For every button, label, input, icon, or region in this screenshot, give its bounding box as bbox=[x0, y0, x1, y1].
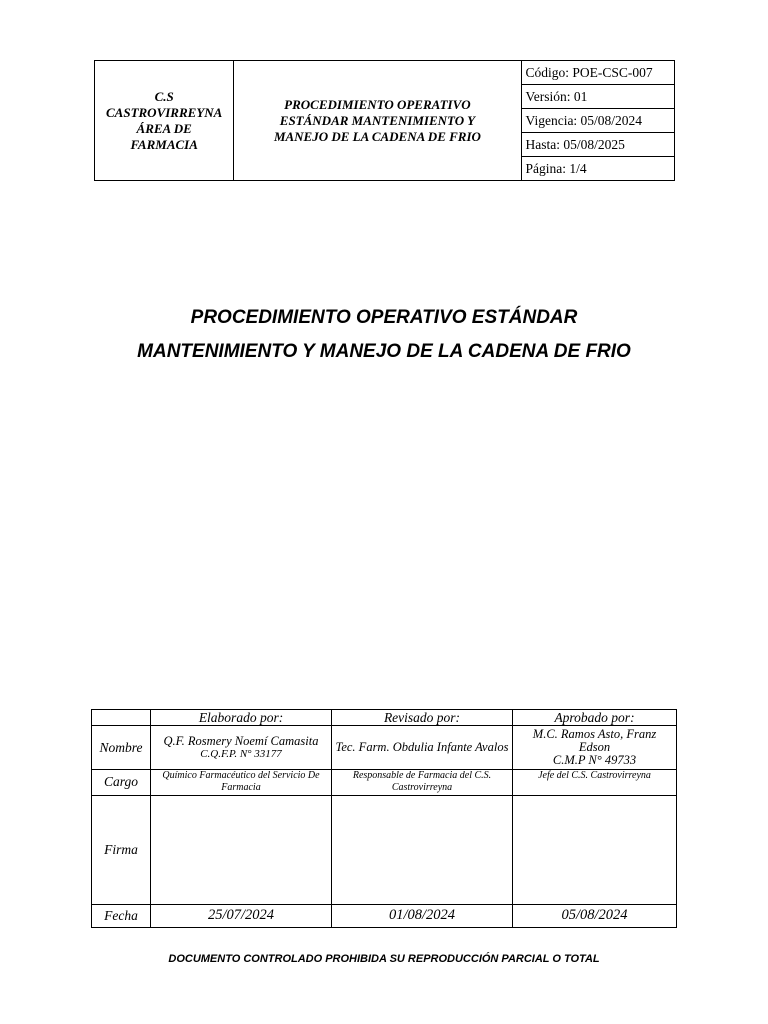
cargo-label: Cargo bbox=[92, 770, 151, 795]
aprobado-cargo-cell bbox=[513, 770, 677, 795]
org-line-3: ÁREA DE bbox=[136, 120, 192, 136]
header-elaborado: Elaborado por: bbox=[151, 710, 332, 726]
aprobado-reg: C.M.P N° 49733 bbox=[552, 753, 637, 768]
hasta-cell: Hasta: 05/08/2025 bbox=[521, 133, 674, 157]
aprobado-name-cell bbox=[513, 726, 677, 770]
aprobado-cargo: Jefe del C.S. Castrovirreyna bbox=[538, 770, 651, 782]
org-line-1: C.S bbox=[154, 88, 174, 104]
elaborado-name: Q.F. Rosmery Noemí Camasita bbox=[163, 733, 319, 748]
fecha-label: Fecha bbox=[92, 904, 151, 927]
revisado-name: Tec. Farm. Obdulia Infante Avalos bbox=[335, 740, 509, 755]
footer-notice: DOCUMENTO CONTROLADO PROHIBIDA SU REPRODUCCIÓN PARCIAL O TOTAL bbox=[168, 953, 600, 965]
nombre-row bbox=[92, 726, 677, 770]
pagina-cell: Página: 1/4 bbox=[521, 157, 674, 181]
aprobado-fecha: 05/08/2024 bbox=[513, 904, 677, 927]
elaborado-firma bbox=[151, 795, 332, 904]
cargo-row bbox=[92, 770, 677, 795]
header-title-line-1: PROCEDIMIENTO OPERATIVO bbox=[284, 96, 471, 112]
main-title bbox=[0, 306, 768, 364]
revisado-cargo-cell bbox=[332, 770, 513, 795]
codigo-cell: Código: POE-CSC-007 bbox=[521, 61, 674, 85]
elaborado-fecha: 25/07/2024 bbox=[151, 904, 332, 927]
signature-table bbox=[91, 709, 677, 928]
header-title-line-3: MANEJO DE LA CADENA DE FRIO bbox=[273, 128, 481, 144]
aprobado-firma bbox=[513, 795, 677, 904]
main-title-line-1: PROCEDIMIENTO OPERATIVO ESTÁNDAR bbox=[190, 307, 578, 328]
org-line-2: CASTROVIRREYNA bbox=[106, 104, 223, 120]
version-cell: Versión: 01 bbox=[521, 85, 674, 109]
organization-cell bbox=[95, 61, 234, 181]
aprobado-name: M.C. Ramos Asto, Franz Edson bbox=[532, 727, 657, 755]
revisado-fecha: 01/08/2024 bbox=[332, 904, 513, 927]
firma-row bbox=[92, 795, 677, 904]
elaborado-reg: C.Q.F.P. N° 33177 bbox=[200, 747, 282, 760]
signature-header-row bbox=[92, 710, 677, 726]
fecha-row bbox=[92, 904, 677, 927]
header-title-line-2: ESTÁNDAR MANTENIMIENTO Y bbox=[279, 112, 476, 128]
header-revisado: Revisado por: bbox=[332, 710, 513, 726]
firma-label: Firma bbox=[92, 795, 151, 904]
revisado-firma bbox=[332, 795, 513, 904]
org-line-4: FARMACIA bbox=[130, 136, 198, 152]
revisado-cargo: Responsable de Farmacia del C.S. Castrovirreyna bbox=[352, 770, 492, 794]
empty-corner-cell bbox=[92, 710, 151, 726]
elaborado-name-cell bbox=[151, 726, 332, 770]
vigencia-cell: Vigencia: 05/08/2024 bbox=[521, 109, 674, 133]
revisado-name-cell bbox=[332, 726, 513, 770]
header-title-cell bbox=[234, 61, 521, 181]
main-title-line-2: MANTENIMIENTO Y MANEJO DE LA CADENA DE FRIO bbox=[137, 341, 631, 362]
elaborado-cargo-cell bbox=[151, 770, 332, 795]
nombre-label: Nombre bbox=[92, 726, 151, 770]
document-header bbox=[94, 60, 675, 181]
header-aprobado: Aprobado por: bbox=[513, 710, 677, 726]
elaborado-cargo: Químico Farmacéutico del Servicio De Farmacia bbox=[162, 770, 320, 794]
